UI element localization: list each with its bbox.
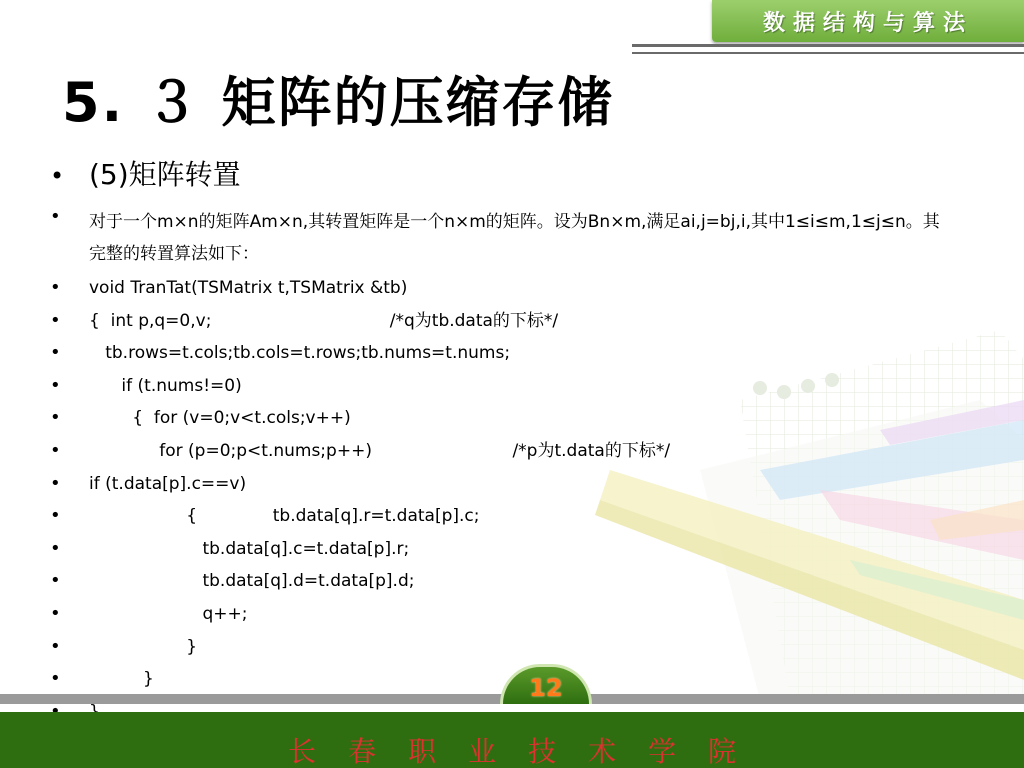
bullet-dot-icon: • bbox=[50, 537, 61, 559]
page-title: 5. ３ 矩阵的压缩存储 bbox=[62, 71, 614, 134]
bullet-dot-icon: • bbox=[50, 505, 61, 527]
list-item bbox=[44, 663, 944, 696]
bullet-dot-icon: • bbox=[50, 570, 61, 592]
list-item bbox=[44, 206, 944, 272]
school-name: 长春职业技术学院 bbox=[287, 735, 768, 768]
bullet-dot-icon: • bbox=[50, 374, 61, 396]
list-item bbox=[44, 370, 944, 403]
list-item-text: tb.data[q].c=t.data[p].r; bbox=[89, 538, 410, 559]
bullet-dot-icon: • bbox=[50, 472, 61, 494]
bullet-dot-icon: • bbox=[50, 635, 61, 657]
list-item bbox=[44, 565, 944, 598]
header-divider-thin bbox=[632, 52, 1024, 54]
list-item bbox=[44, 272, 944, 305]
list-item-text: if (t.data[p].c==v) bbox=[89, 473, 247, 494]
bullet-dot-icon: • bbox=[50, 439, 61, 461]
list-item bbox=[44, 598, 944, 631]
bullet-dot-icon: • bbox=[50, 206, 61, 227]
list-item-text: 对于一个m×n的矩阵Am×n,其转置矩阵是一个n×m的矩阵。设为Bn×m,满足ai,j=bj,i,其中1≤i≤m,1≤j≤n。其完整的转置算法如下： bbox=[89, 212, 940, 264]
bullet-dot-icon: • bbox=[50, 277, 61, 298]
list-item-text: (5)矩阵转置 bbox=[89, 158, 241, 191]
list-item bbox=[44, 337, 944, 370]
list-item-text: } bbox=[89, 669, 154, 690]
list-item-text: { int p,q=0,v; /*q为tb.data的下标*/ bbox=[89, 310, 559, 331]
list-item-text: if (t.nums!=0) bbox=[89, 375, 242, 396]
header-divider bbox=[632, 44, 1024, 47]
list-item bbox=[44, 435, 944, 468]
list-item-text: for (p=0;p<t.nums;p++) /*p为t.data的下标*/ bbox=[89, 440, 671, 461]
header-banner bbox=[712, 0, 1024, 42]
page-number: 12 bbox=[529, 674, 563, 702]
bullet-dot-icon: • bbox=[50, 602, 61, 624]
bullet-dot-icon: • bbox=[50, 162, 65, 190]
list-item-text: void TranTat(TSMatrix t,TSMatrix &tb) bbox=[89, 278, 408, 298]
list-item bbox=[44, 468, 944, 501]
bullet-dot-icon: • bbox=[50, 668, 61, 690]
bullet-dot-icon: • bbox=[50, 342, 61, 364]
list-item-text: tb.rows=t.cols;tb.cols=t.rows;tb.nums=t.nums; bbox=[89, 343, 511, 364]
list-item-text: { tb.data[q].r=t.data[p].c; bbox=[89, 506, 480, 527]
list-item bbox=[44, 158, 944, 204]
bullet-dot-icon: • bbox=[50, 309, 61, 331]
course-title: 数据结构与算法 bbox=[762, 10, 973, 36]
list-item-text: tb.data[q].d=t.data[p].d; bbox=[89, 571, 415, 592]
list-item-text: } bbox=[89, 636, 198, 657]
list-item bbox=[44, 402, 944, 435]
list-item-text: q++; bbox=[89, 603, 248, 624]
bullet-dot-icon: • bbox=[50, 407, 61, 429]
list-item bbox=[44, 631, 944, 664]
list-item bbox=[44, 305, 944, 338]
list-item bbox=[44, 500, 944, 533]
list-item bbox=[44, 533, 944, 566]
list-item-text: { for (v=0;v<t.cols;v++) bbox=[89, 408, 351, 429]
bullet-list bbox=[44, 158, 944, 728]
